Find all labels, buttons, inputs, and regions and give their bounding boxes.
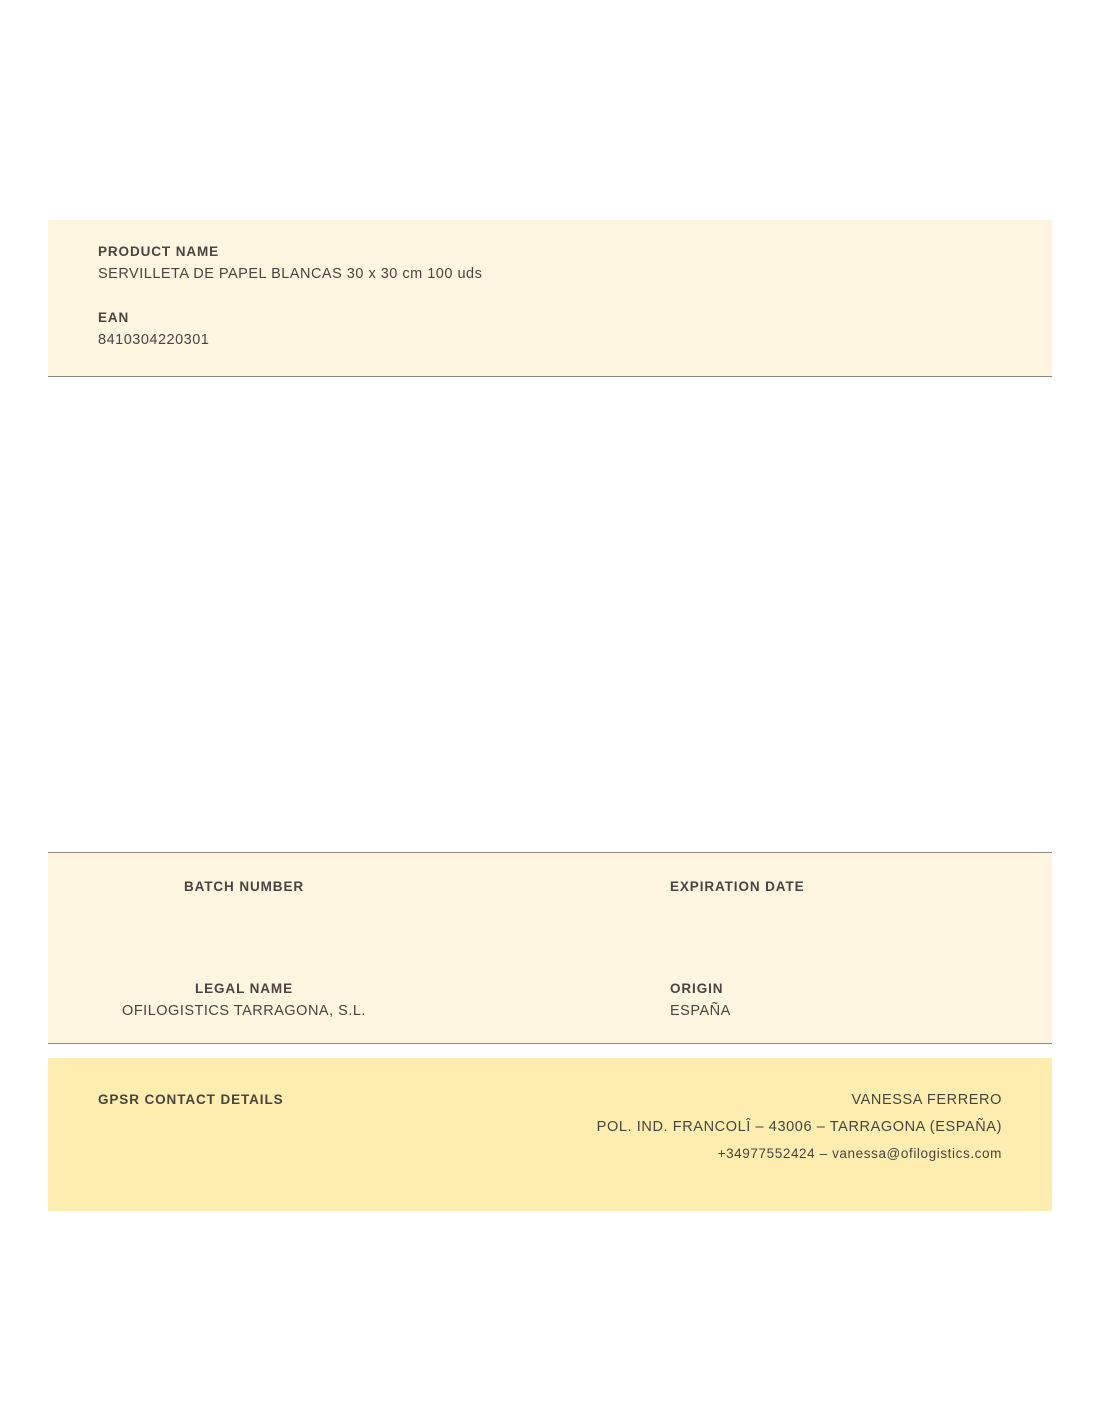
expiration-date-value [670, 901, 1052, 919]
product-name-group [98, 244, 1002, 282]
legal-name-label: LEGAL NAME [194, 981, 293, 996]
origin-label: ORIGIN [670, 981, 724, 996]
product-name-label: PRODUCT NAME [98, 244, 220, 259]
product-details-block [48, 852, 1052, 1044]
product-name-value: SERVILLETA DE PAPEL BLANCAS 30 x 30 cm 100 uds [98, 266, 483, 282]
gpsr-contact-lines [597, 1092, 1002, 1161]
legal-name-cell [48, 981, 550, 1021]
blank-content-area [48, 400, 1052, 852]
expiration-date-cell [550, 879, 1052, 919]
batch-expiration-row [48, 879, 1052, 919]
origin-value: ESPAÑA [670, 1003, 731, 1019]
gpsr-contact-block [48, 1058, 1052, 1211]
batch-number-cell [48, 879, 550, 919]
ean-value: 8410304220301 [98, 332, 210, 348]
legal-name-value: OFILOGISTICS TARRAGONA, S.L. [122, 1003, 366, 1019]
gpsr-contact-label: GPSR CONTACT DETAILS [98, 1092, 284, 1107]
gpsr-contact-phone-email: +34977552424 – vanessa@ofilogistics.com [717, 1146, 1002, 1161]
ean-group [98, 310, 1002, 348]
product-info-block [48, 220, 1052, 377]
expiration-date-label: EXPIRATION DATE [670, 879, 805, 894]
gpsr-contact-name: VANESSA FERRERO [851, 1092, 1002, 1108]
ean-label: EAN [98, 310, 130, 325]
gpsr-contact-address: POL. IND. FRANCOLÎ – 43006 – TARRAGONA (ESPAÑA) [596, 1119, 1002, 1135]
legal-origin-row [48, 981, 1052, 1021]
origin-cell [550, 981, 1052, 1021]
batch-number-label: BATCH NUMBER [183, 879, 305, 894]
batch-number-value [48, 901, 440, 919]
